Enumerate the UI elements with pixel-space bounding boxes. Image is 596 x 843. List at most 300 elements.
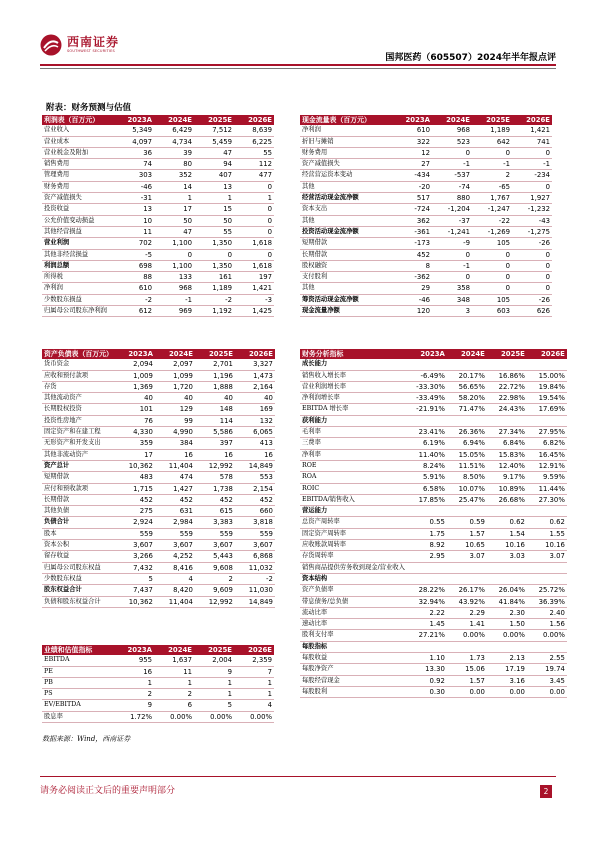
row-label: 少数股东损益 — [42, 294, 114, 305]
table-row — [300, 415, 567, 426]
row-label: 流动比率 — [300, 607, 407, 618]
row-value: 114 — [195, 415, 235, 426]
row-value — [447, 415, 487, 426]
table-row — [300, 370, 567, 381]
row-value — [487, 641, 527, 652]
row-value: 477 — [234, 170, 274, 181]
row-value: 7 — [234, 666, 274, 677]
row-value: 36.39% — [527, 596, 567, 607]
row-value: -1 — [432, 260, 472, 271]
row-value: 0 — [472, 249, 512, 260]
year-header: 2023A — [407, 349, 447, 359]
row-value: -2 — [235, 573, 275, 584]
row-value: 578 — [195, 472, 235, 483]
row-value: 1 — [234, 689, 274, 700]
row-value: 1 — [234, 193, 274, 204]
table-row — [300, 607, 567, 618]
row-label: 成长能力 — [300, 359, 407, 370]
row-value: 41.84% — [487, 596, 527, 607]
row-label: 少数股东权益 — [42, 573, 115, 584]
report-title: 国邦医药（605507）2024年半年报点评 — [385, 53, 556, 63]
row-label: 股息率 — [42, 711, 114, 722]
row-value: 0.55 — [407, 517, 447, 528]
row-value: 17 — [154, 204, 194, 215]
row-value: 74 — [114, 159, 154, 170]
row-value: 7,432 — [115, 562, 155, 573]
row-value: 1.75 — [407, 528, 447, 539]
row-label: 营运能力 — [300, 506, 407, 517]
row-value: 1 — [194, 677, 234, 688]
table-row — [300, 238, 552, 249]
row-value: 55 — [194, 226, 234, 237]
table-row — [42, 677, 274, 688]
row-value — [407, 562, 447, 573]
row-value: 8 — [392, 260, 432, 271]
table-row — [42, 294, 274, 305]
row-value: 2.95 — [407, 551, 447, 562]
row-value: 28.22% — [407, 585, 447, 596]
row-label: 资产负债率 — [300, 585, 407, 596]
row-value: 0 — [234, 204, 274, 215]
row-value — [407, 573, 447, 584]
row-value: 0.00% — [154, 711, 194, 722]
year-header: 2025E — [194, 645, 234, 655]
row-value: -1 — [154, 294, 194, 305]
row-label: 其他 — [300, 215, 392, 226]
row-label: 筹资活动现金流净额 — [300, 294, 392, 305]
row-value: 9.59% — [527, 472, 567, 483]
year-header: 2023A — [392, 115, 432, 125]
table-row — [42, 494, 275, 505]
row-value: -1 — [472, 159, 512, 170]
row-value: 25.47% — [447, 494, 487, 505]
row-label: 营业收入 — [42, 125, 114, 136]
row-value: 0 — [472, 272, 512, 283]
row-value: 1,196 — [195, 370, 235, 381]
row-value: 10 — [114, 215, 154, 226]
row-label: 存货周转率 — [300, 551, 407, 562]
row-label: 应收账款周转率 — [300, 540, 407, 551]
row-label: 营业利润 — [42, 238, 114, 249]
row-label: 资产减值损失 — [300, 159, 392, 170]
row-value: -1,247 — [472, 204, 512, 215]
row-value: -26 — [512, 294, 552, 305]
row-value: 5,586 — [195, 427, 235, 438]
row-label: PB — [42, 677, 114, 688]
row-value: 0.00 — [527, 686, 567, 697]
row-value: -1,204 — [432, 204, 472, 215]
row-value: 3,607 — [195, 540, 235, 551]
row-value: -173 — [392, 238, 432, 249]
row-value: 702 — [114, 238, 154, 249]
row-label: 短期借款 — [42, 472, 115, 483]
row-value — [527, 506, 567, 517]
row-value: 6,868 — [235, 551, 275, 562]
row-label: ROIC — [300, 483, 407, 494]
row-value — [447, 641, 487, 652]
table-row — [42, 226, 274, 237]
table-row — [42, 404, 275, 415]
row-label: 毛利率 — [300, 427, 407, 438]
row-value: 26.17% — [447, 585, 487, 596]
row-label: 三费率 — [300, 438, 407, 449]
row-value: 0 — [194, 249, 234, 260]
row-value: 105 — [472, 238, 512, 249]
row-value: 56.65% — [447, 381, 487, 392]
row-value: 76 — [115, 415, 155, 426]
table-row — [300, 147, 552, 158]
table-row — [42, 381, 275, 392]
row-value: 1 — [194, 689, 234, 700]
row-value: -1,232 — [512, 204, 552, 215]
row-label: 销售收入增长率 — [300, 370, 407, 381]
row-value: 10.89% — [487, 483, 527, 494]
row-value: 2,924 — [115, 517, 155, 528]
table-row — [300, 283, 552, 294]
row-value: 1,421 — [234, 283, 274, 294]
row-value: 5 — [194, 700, 234, 711]
row-value: 88 — [114, 272, 154, 283]
table-row — [42, 170, 274, 181]
row-value: 8.92 — [407, 540, 447, 551]
row-label: 营业利润增长率 — [300, 381, 407, 392]
table-row — [42, 147, 274, 158]
table-row — [42, 204, 274, 215]
row-value: 14,849 — [235, 596, 275, 607]
row-value: 968 — [154, 283, 194, 294]
row-value: 16 — [114, 666, 154, 677]
row-value: 27.30% — [527, 494, 567, 505]
table-row — [42, 655, 274, 666]
row-label: 股本 — [42, 528, 115, 539]
row-value: 1.10 — [407, 653, 447, 664]
row-value: 2.13 — [487, 653, 527, 664]
row-value: 517 — [392, 193, 432, 204]
row-value: 10,362 — [115, 460, 155, 471]
row-label: 每股股利 — [300, 686, 407, 697]
row-value: 11,404 — [155, 460, 195, 471]
row-value: 99 — [155, 415, 195, 426]
row-value: 7,437 — [115, 585, 155, 596]
row-value: 17.69% — [527, 404, 567, 415]
row-value: 9,609 — [195, 585, 235, 596]
row-value: -9 — [432, 238, 472, 249]
row-value: 1.50 — [487, 619, 527, 630]
row-value: 0 — [472, 260, 512, 271]
row-value: -6.49% — [407, 370, 447, 381]
row-value: 13 — [194, 181, 234, 192]
row-value: 6.58% — [407, 483, 447, 494]
row-value: 559 — [235, 528, 275, 539]
table-row — [42, 238, 274, 249]
row-value: 32.94% — [407, 596, 447, 607]
row-value: 559 — [115, 528, 155, 539]
row-value: 1.72% — [114, 711, 154, 722]
row-value: 2,094 — [115, 359, 155, 370]
table-row — [42, 689, 274, 700]
row-label: 其他非流动资产 — [42, 449, 115, 460]
row-value: -20 — [392, 181, 432, 192]
row-label: 资本结构 — [300, 573, 407, 584]
row-value: 40 — [115, 393, 155, 404]
row-value: 359 — [115, 438, 155, 449]
row-label: 其他流动资产 — [42, 393, 115, 404]
row-value: 0 — [512, 260, 552, 271]
table-row — [42, 283, 274, 294]
table-title: 现金流量表（百万元） — [300, 115, 392, 125]
row-value: 1,618 — [234, 238, 274, 249]
row-value: 9 — [194, 666, 234, 677]
table-header-row — [300, 349, 567, 359]
row-label: 股权融资 — [300, 260, 392, 271]
row-label: 资本支出 — [300, 204, 392, 215]
row-value: 94 — [194, 159, 234, 170]
row-value: 15.06 — [447, 664, 487, 675]
row-label: 每股收益 — [300, 653, 407, 664]
row-value: 4 — [234, 700, 274, 711]
row-value: 11,032 — [235, 562, 275, 573]
row-value: 2,359 — [234, 655, 274, 666]
row-value: 5,349 — [114, 125, 154, 136]
row-value: 9 — [114, 700, 154, 711]
table-row — [42, 359, 275, 370]
row-value: 362 — [392, 215, 432, 226]
row-value: 16 — [195, 449, 235, 460]
row-value: 5 — [115, 573, 155, 584]
row-value: 2,701 — [195, 359, 235, 370]
table-row — [300, 136, 552, 147]
row-value: 523 — [432, 136, 472, 147]
row-value: 1.56 — [527, 619, 567, 630]
row-label: PE — [42, 666, 114, 677]
valuation-table — [42, 645, 274, 723]
row-value: 0 — [234, 215, 274, 226]
row-value: 698 — [114, 260, 154, 271]
table-row — [42, 438, 275, 449]
row-value: 0.00 — [487, 686, 527, 697]
row-value: 0 — [154, 249, 194, 260]
row-value: 1,618 — [234, 260, 274, 271]
row-value: -46 — [114, 181, 154, 192]
row-value: 3.07 — [447, 551, 487, 562]
row-value — [487, 506, 527, 517]
row-value: 1 — [154, 677, 194, 688]
row-value: 1,099 — [155, 370, 195, 381]
row-value: 10,362 — [115, 596, 155, 607]
row-value: -3 — [234, 294, 274, 305]
row-value: 1 — [114, 677, 154, 688]
row-value: 1,421 — [512, 125, 552, 136]
row-label: 管理费用 — [42, 170, 114, 181]
row-value: 452 — [392, 249, 432, 260]
row-value: 631 — [155, 506, 195, 517]
row-value: 26.68% — [487, 494, 527, 505]
table-row — [300, 460, 567, 471]
row-value: -5 — [114, 249, 154, 260]
row-value: 0.62 — [527, 517, 567, 528]
row-value: 169 — [235, 404, 275, 415]
row-label: 经营活动现金流净额 — [300, 193, 392, 204]
row-value: 27.34% — [487, 427, 527, 438]
row-value: 4,330 — [115, 427, 155, 438]
row-label: 净利润 — [300, 125, 392, 136]
row-label: EBITDA 增长率 — [300, 404, 407, 415]
row-value: -434 — [392, 170, 432, 181]
table-row — [42, 483, 275, 494]
row-value: 553 — [235, 472, 275, 483]
row-label: 带息债务/总负债 — [300, 596, 407, 607]
row-value: 129 — [155, 404, 195, 415]
row-label: 公允价值变动损益 — [42, 215, 114, 226]
row-value: 642 — [472, 136, 512, 147]
row-value: -362 — [392, 272, 432, 283]
row-value: 24.43% — [487, 404, 527, 415]
row-value: 5,443 — [195, 551, 235, 562]
row-value: 22.72% — [487, 381, 527, 392]
row-value: 1,189 — [472, 125, 512, 136]
row-value: 12.91% — [527, 460, 567, 471]
row-value: 6,065 — [235, 427, 275, 438]
row-label: 净利润 — [42, 283, 114, 294]
table-row — [300, 619, 567, 630]
row-label: 固定资产周转率 — [300, 528, 407, 539]
row-value: 358 — [432, 283, 472, 294]
row-value: 612 — [114, 306, 154, 317]
row-value: 17.85% — [407, 494, 447, 505]
row-value: 0 — [234, 226, 274, 237]
row-value — [407, 506, 447, 517]
row-value: -1,269 — [472, 226, 512, 237]
row-value: 17 — [115, 449, 155, 460]
row-value: 1,738 — [195, 483, 235, 494]
row-value — [527, 415, 567, 426]
row-value: 5,459 — [194, 136, 234, 147]
row-value: 15.05% — [447, 449, 487, 460]
row-value: 26.36% — [447, 427, 487, 438]
row-value: 0.30 — [407, 686, 447, 697]
row-value: 1,100 — [154, 238, 194, 249]
row-value: -21.91% — [407, 404, 447, 415]
table-title: 财务分析指标 — [300, 349, 407, 359]
row-value: 101 — [115, 404, 155, 415]
row-value: 483 — [115, 472, 155, 483]
row-value: 1.55 — [527, 528, 567, 539]
row-value: 1.54 — [487, 528, 527, 539]
row-value: 1 — [194, 193, 234, 204]
row-label: 获利能力 — [300, 415, 407, 426]
row-value: 0.62 — [487, 517, 527, 528]
row-value: -43 — [512, 215, 552, 226]
row-label: EBITDA — [42, 655, 114, 666]
table-row — [300, 438, 567, 449]
row-value: 0.92 — [407, 675, 447, 686]
table-row — [42, 596, 275, 607]
row-value: 1,888 — [195, 381, 235, 392]
year-header: 2026E — [234, 115, 274, 125]
row-value: -26 — [512, 238, 552, 249]
table-row — [300, 272, 552, 283]
row-label: 经营营运资本变动 — [300, 170, 392, 181]
year-header: 2026E — [527, 349, 567, 359]
row-value: 603 — [472, 306, 512, 317]
row-value: 352 — [154, 170, 194, 181]
row-value: -37 — [432, 215, 472, 226]
row-label: PS — [42, 689, 114, 700]
row-value: 20.17% — [447, 370, 487, 381]
row-value: 25.72% — [527, 585, 567, 596]
row-value: 40 — [155, 393, 195, 404]
table-row — [300, 226, 552, 237]
row-label: 财务费用 — [42, 181, 114, 192]
year-header: 2023A — [114, 645, 154, 655]
row-value: 50 — [194, 215, 234, 226]
row-value: 22.98% — [487, 393, 527, 404]
row-value: 2.55 — [527, 653, 567, 664]
table-header-row — [42, 645, 274, 655]
row-value: 1 — [154, 193, 194, 204]
table-row — [42, 249, 274, 260]
row-value — [447, 359, 487, 370]
row-label: ROE — [300, 460, 407, 471]
row-value: 0.00 — [447, 686, 487, 697]
row-value: 0 — [512, 283, 552, 294]
page-number: 2 — [540, 785, 552, 798]
table-row — [300, 427, 567, 438]
row-value: 40 — [195, 393, 235, 404]
row-label: 现金流量净额 — [300, 306, 392, 317]
row-value: 6,429 — [154, 125, 194, 136]
row-value: 0.00% — [234, 711, 274, 722]
row-value: 17.19 — [487, 664, 527, 675]
logo-mark-icon — [40, 34, 62, 56]
income-statement-table — [42, 115, 274, 317]
year-header: 2026E — [234, 645, 274, 655]
year-header: 2025E — [487, 349, 527, 359]
row-label: 销售费用 — [42, 159, 114, 170]
table-row — [300, 170, 552, 181]
row-value: 1,720 — [155, 381, 195, 392]
row-value: 1.41 — [447, 619, 487, 630]
row-value: -31 — [114, 193, 154, 204]
row-value: 626 — [512, 306, 552, 317]
cashflow-statement-table — [300, 115, 552, 317]
table-row — [42, 260, 274, 271]
row-value: 2,984 — [155, 517, 195, 528]
row-label: 利润总额 — [42, 260, 114, 271]
row-value: 2,164 — [235, 381, 275, 392]
row-value: 197 — [234, 272, 274, 283]
row-value: 1,927 — [512, 193, 552, 204]
row-value: 2 — [154, 689, 194, 700]
row-value: 4,252 — [155, 551, 195, 562]
footer-divider — [40, 776, 556, 777]
row-value: 0.59 — [447, 517, 487, 528]
row-label: 应付和预收款项 — [42, 483, 115, 494]
row-label: 资产减值损失 — [42, 193, 114, 204]
row-value: 55 — [234, 147, 274, 158]
row-value: 1,473 — [235, 370, 275, 381]
row-value: 43.92% — [447, 596, 487, 607]
row-value: 407 — [194, 170, 234, 181]
row-label: 其他负债 — [42, 506, 115, 517]
row-value: 3,607 — [155, 540, 195, 551]
row-label: 营业税金及附加 — [42, 147, 114, 158]
row-label: 投资收益 — [42, 204, 114, 215]
row-value — [407, 359, 447, 370]
row-value: 14,849 — [235, 460, 275, 471]
table-row — [300, 472, 567, 483]
year-header: 2025E — [472, 115, 512, 125]
